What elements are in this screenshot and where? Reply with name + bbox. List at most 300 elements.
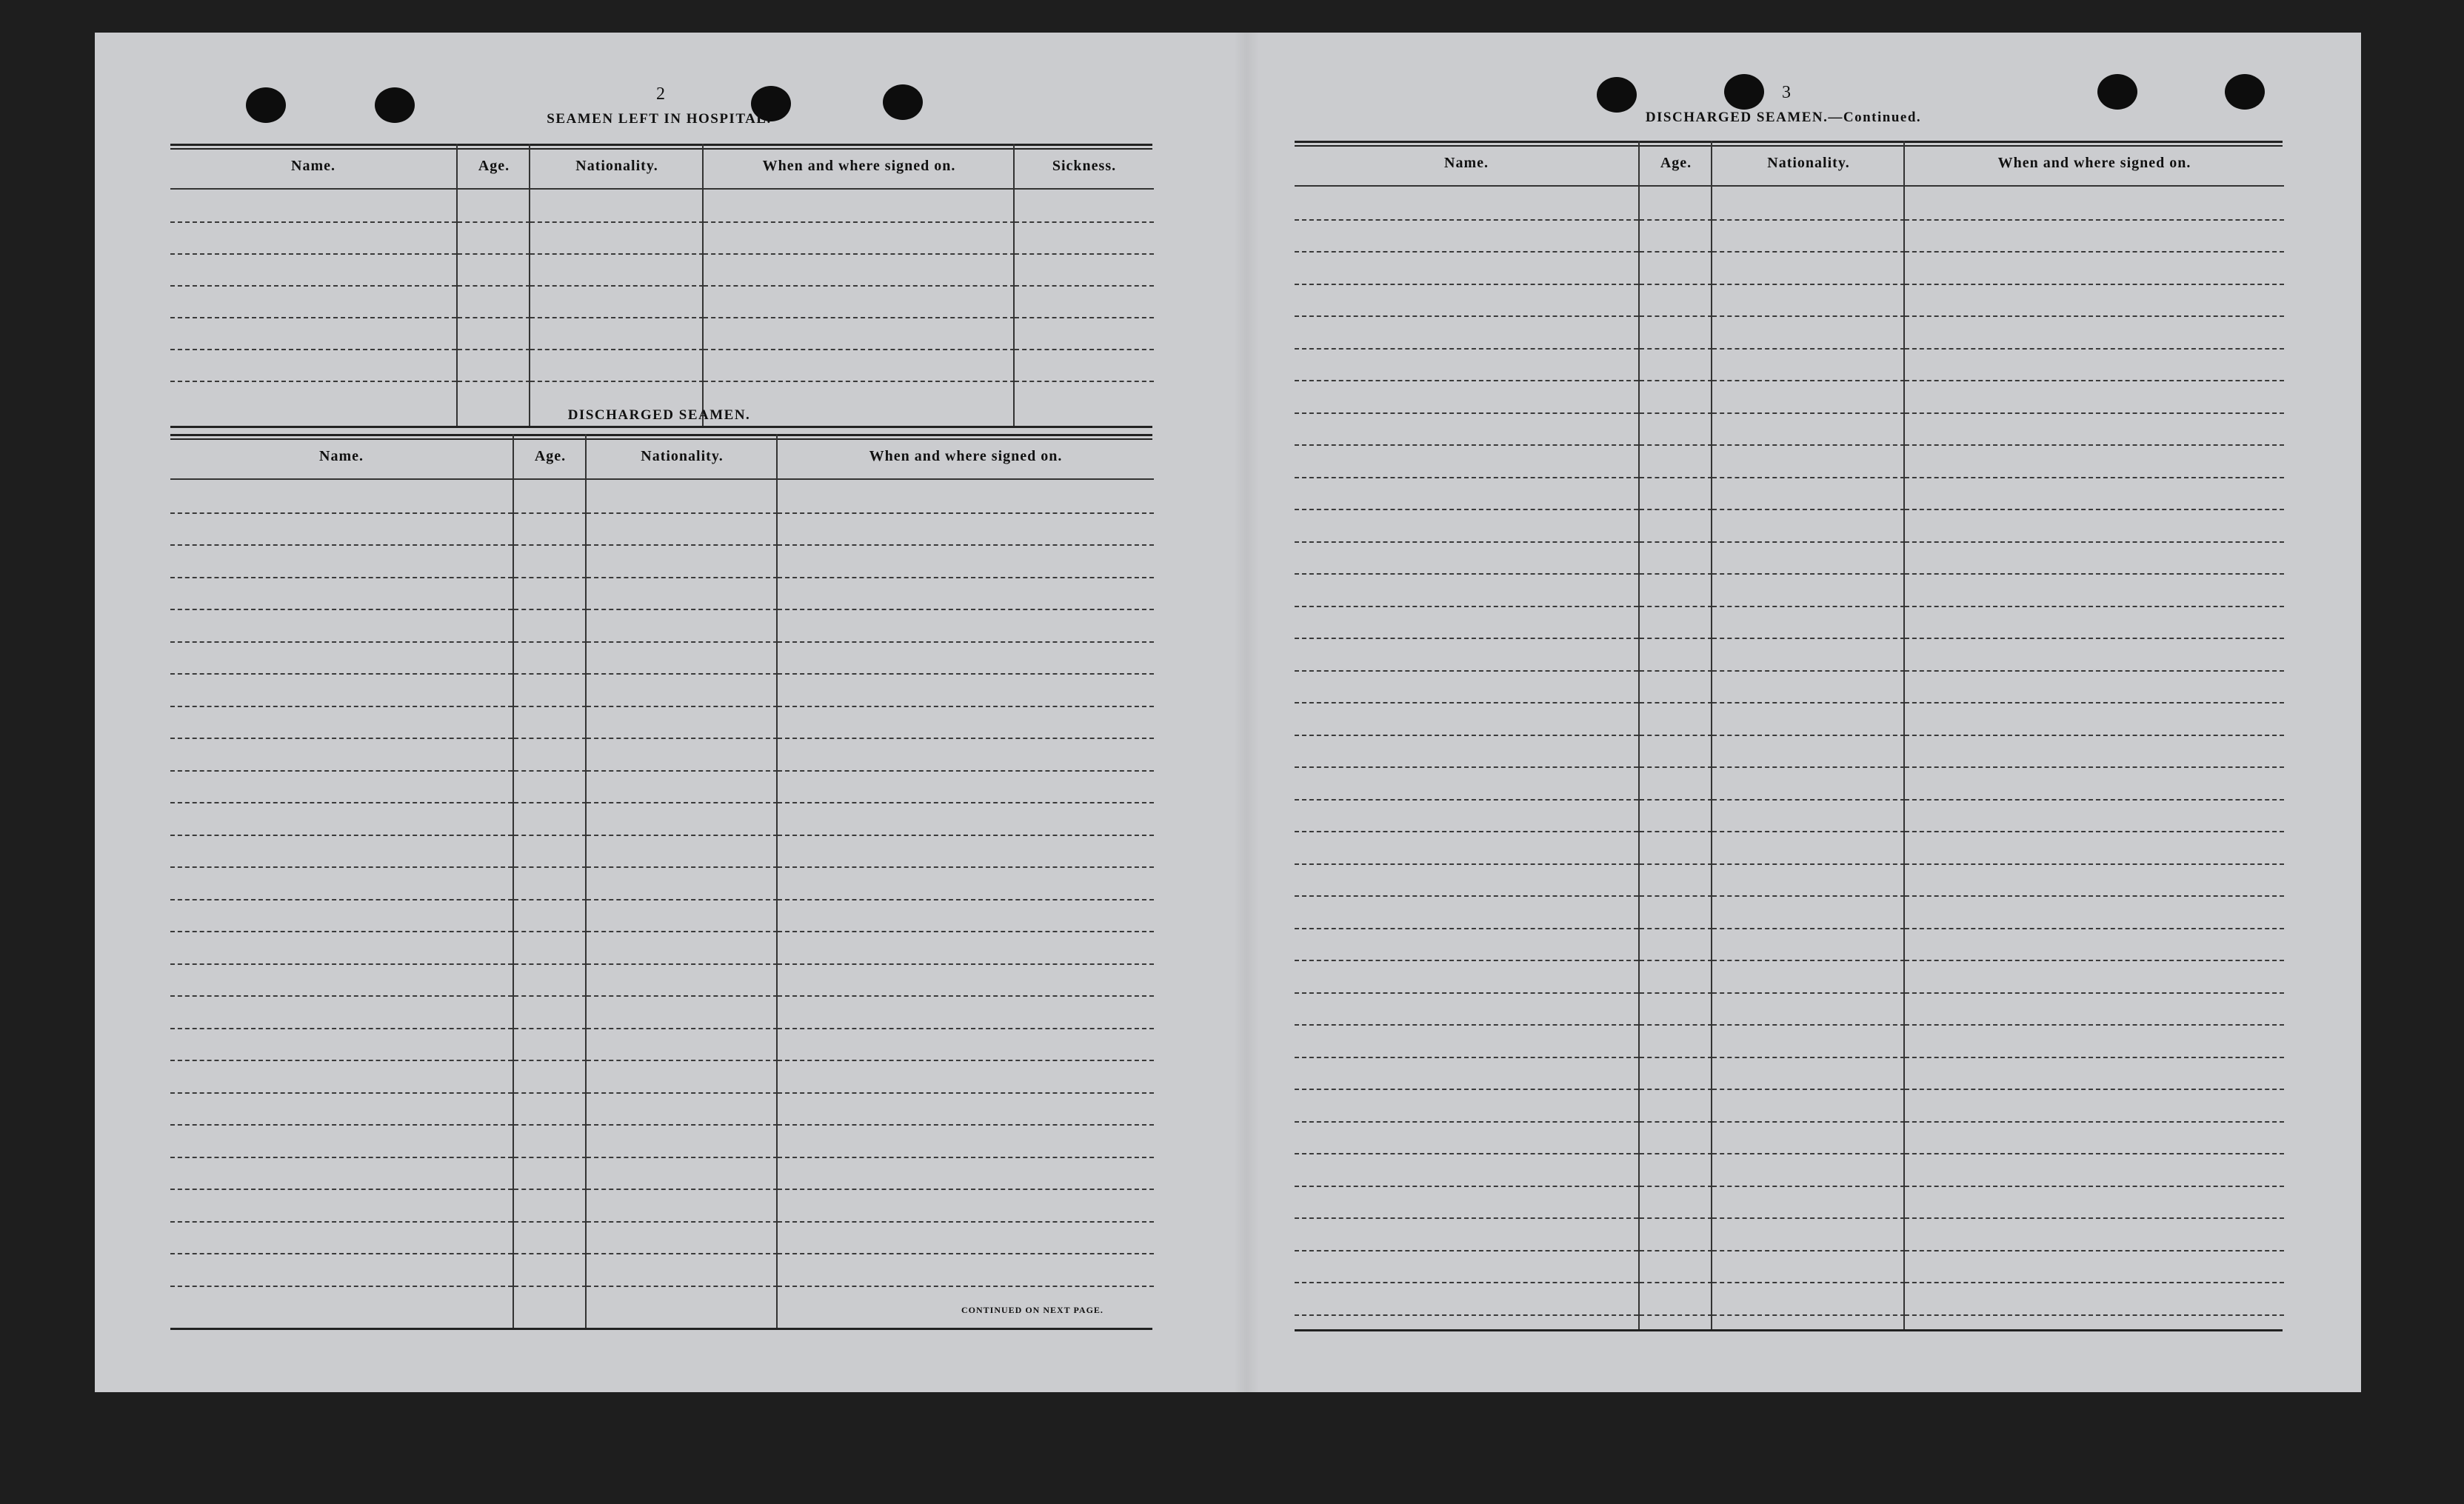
entry-line[interactable] (170, 835, 513, 836)
entry-line[interactable] (587, 899, 778, 900)
entry-line[interactable] (170, 544, 513, 546)
entry-line[interactable] (1712, 477, 1905, 478)
entry-line[interactable] (587, 835, 778, 836)
entry-line[interactable] (1640, 1217, 1712, 1219)
entry-line[interactable] (1640, 1153, 1712, 1154)
entry-line[interactable] (1905, 638, 2284, 639)
entry-line[interactable] (1640, 573, 1712, 575)
entry-line[interactable] (170, 512, 513, 514)
entry-line[interactable] (1295, 1314, 1638, 1316)
column-age (456, 144, 530, 428)
entry-line[interactable] (1640, 1186, 1712, 1187)
entry-line[interactable] (1712, 1186, 1905, 1187)
entry-line[interactable] (1712, 284, 1905, 285)
entry-line[interactable] (1295, 284, 1638, 285)
entry-line[interactable] (587, 1124, 778, 1126)
entry-line[interactable] (1905, 412, 2284, 414)
entry-line[interactable] (514, 609, 587, 610)
entry-line[interactable] (1640, 670, 1712, 672)
entry-line[interactable] (587, 866, 778, 868)
entry-line[interactable] (1712, 219, 1905, 221)
entry-line[interactable] (1640, 1314, 1712, 1316)
entry-line[interactable] (1640, 1057, 1712, 1058)
entry-line[interactable] (1295, 766, 1638, 768)
entry-line[interactable] (1295, 315, 1638, 317)
column-when-and-where-signed-on (1903, 141, 2284, 1331)
entry-line[interactable] (1905, 992, 2284, 994)
entry-line[interactable] (514, 1253, 587, 1254)
entry-line[interactable] (1640, 251, 1712, 253)
entry-line[interactable] (1640, 284, 1712, 285)
entry-line[interactable] (530, 381, 704, 382)
entry-line[interactable] (1905, 509, 2284, 510)
entry-line[interactable] (1712, 928, 1905, 929)
entry-line[interactable] (1295, 735, 1638, 736)
entry-line[interactable] (1640, 1250, 1712, 1251)
entry-line[interactable] (1712, 251, 1905, 253)
entry-line[interactable] (778, 835, 1154, 836)
entry-line[interactable] (1295, 1121, 1638, 1123)
entry-line[interactable] (1712, 863, 1905, 865)
column-header: When and where signed on. (778, 434, 1154, 480)
entry-line[interactable] (514, 1189, 587, 1190)
entry-line[interactable] (778, 802, 1154, 803)
entry-line[interactable] (1712, 1217, 1905, 1219)
entry-line[interactable] (1015, 317, 1154, 318)
entry-line[interactable] (587, 1189, 778, 1190)
entry-line[interactable] (1712, 541, 1905, 543)
entry-line[interactable] (1712, 1057, 1905, 1058)
entry-line[interactable] (514, 963, 587, 965)
entry-line[interactable] (1295, 1282, 1638, 1283)
entry-line[interactable] (1712, 1314, 1905, 1316)
entry-line[interactable] (1295, 831, 1638, 832)
entry-line[interactable] (587, 673, 778, 675)
entry-line[interactable] (1905, 799, 2284, 801)
entry-line[interactable] (1640, 638, 1712, 639)
entry-line[interactable] (1905, 895, 2284, 897)
entry-line[interactable] (170, 866, 513, 868)
entry-line[interactable] (1712, 1250, 1905, 1251)
entry-line[interactable] (1295, 1057, 1638, 1058)
entry-line[interactable] (458, 381, 530, 382)
entry-line[interactable] (1905, 348, 2284, 350)
entry-line[interactable] (170, 1221, 513, 1223)
entry-line[interactable] (778, 577, 1154, 578)
ruled-rows (170, 190, 456, 428)
entry-line[interactable] (1712, 766, 1905, 768)
entry-line[interactable] (778, 738, 1154, 739)
entry-line[interactable] (778, 770, 1154, 772)
entry-line[interactable] (1640, 702, 1712, 703)
entry-line[interactable] (704, 285, 1015, 287)
entry-line[interactable] (587, 1253, 778, 1254)
hospital-section-title: SEAMEN LEFT IN HOSPITAL. (547, 111, 772, 127)
entry-line[interactable] (514, 899, 587, 900)
entry-line[interactable] (1905, 1121, 2284, 1123)
entry-line[interactable] (704, 381, 1015, 382)
entry-line[interactable] (1905, 1024, 2284, 1026)
column-when-and-where-signed-on (702, 144, 1015, 428)
entry-line[interactable] (587, 641, 778, 643)
entry-line[interactable] (170, 1253, 513, 1254)
entry-line[interactable] (1640, 799, 1712, 801)
entry-line[interactable] (1295, 348, 1638, 350)
entry-line[interactable] (587, 577, 778, 578)
entry-line[interactable] (514, 1092, 587, 1094)
entry-line[interactable] (1295, 702, 1638, 703)
entry-line[interactable] (170, 802, 513, 803)
entry-line[interactable] (1295, 477, 1638, 478)
ruled-rows (1905, 187, 2284, 1331)
entry-line[interactable] (1295, 1089, 1638, 1090)
entry-line[interactable] (778, 1157, 1154, 1158)
entry-line[interactable] (1640, 928, 1712, 929)
entry-line[interactable] (530, 285, 704, 287)
entry-line[interactable] (1712, 895, 1905, 897)
column-header: Nationality. (587, 434, 778, 480)
entry-line[interactable] (170, 1286, 513, 1287)
continued-section-title: DISCHARGED SEAMEN.—Continued. (1645, 110, 1922, 125)
entry-line[interactable] (1712, 992, 1905, 994)
entry-line[interactable] (1905, 928, 2284, 929)
entry-line[interactable] (1015, 381, 1154, 382)
entry-line[interactable] (1640, 1089, 1712, 1090)
entry-line[interactable] (1640, 831, 1712, 832)
column-name (170, 434, 513, 1330)
entry-line[interactable] (778, 544, 1154, 546)
entry-line[interactable] (458, 221, 530, 223)
entry-line[interactable] (1905, 1089, 2284, 1090)
entry-line[interactable] (514, 931, 587, 932)
ruled-rows (1295, 187, 1638, 1331)
entry-line[interactable] (1295, 541, 1638, 543)
column-header: Name. (170, 434, 513, 480)
entry-line[interactable] (704, 317, 1015, 318)
entry-line[interactable] (1712, 380, 1905, 381)
entry-line[interactable] (587, 738, 778, 739)
entry-line[interactable] (1640, 380, 1712, 381)
entry-line[interactable] (1640, 444, 1712, 446)
ruled-rows (704, 190, 1015, 428)
entry-line[interactable] (514, 641, 587, 643)
entry-line[interactable] (778, 1253, 1154, 1254)
entry-line[interactable] (1640, 895, 1712, 897)
entry-line[interactable] (458, 285, 530, 287)
entry-line[interactable] (704, 253, 1015, 255)
table-bottom-rule (170, 426, 1152, 428)
entry-line[interactable] (587, 995, 778, 997)
entry-line[interactable] (170, 641, 513, 643)
entry-line[interactable] (530, 221, 704, 223)
entry-line[interactable] (1295, 670, 1638, 672)
entry-line[interactable] (514, 1221, 587, 1223)
entry-line[interactable] (514, 673, 587, 675)
ruled-rows (530, 190, 704, 428)
entry-line[interactable] (1295, 573, 1638, 575)
entry-line[interactable] (1295, 638, 1638, 639)
entry-line[interactable] (1295, 1217, 1638, 1219)
entry-line[interactable] (1905, 831, 2284, 832)
entry-line[interactable] (1712, 1089, 1905, 1090)
entry-line[interactable] (1015, 285, 1154, 287)
entry-line[interactable] (587, 609, 778, 610)
entry-line[interactable] (1640, 541, 1712, 543)
entry-line[interactable] (170, 577, 513, 578)
entry-line[interactable] (1640, 1121, 1712, 1123)
entry-line[interactable] (1295, 412, 1638, 414)
entry-line[interactable] (170, 1189, 513, 1190)
entry-line[interactable] (1295, 928, 1638, 929)
entry-line[interactable] (170, 1028, 513, 1029)
entry-line[interactable] (514, 738, 587, 739)
entry-line[interactable] (1905, 735, 2284, 736)
table-bottom-rule (170, 1328, 1152, 1330)
entry-line[interactable] (170, 253, 456, 255)
entry-line[interactable] (1905, 444, 2284, 446)
entry-line[interactable] (1905, 251, 2284, 253)
entry-line[interactable] (1640, 412, 1712, 414)
entry-line[interactable] (1640, 315, 1712, 317)
entry-line[interactable] (170, 963, 513, 965)
entry-line[interactable] (514, 1060, 587, 1061)
entry-line[interactable] (1712, 670, 1905, 672)
entry-line[interactable] (587, 931, 778, 932)
entry-line[interactable] (170, 221, 456, 223)
continued-table (1295, 141, 2283, 1331)
column-header: When and where signed on. (704, 144, 1015, 190)
entry-line[interactable] (1640, 219, 1712, 221)
entry-line[interactable] (1295, 1153, 1638, 1154)
entry-line[interactable] (1905, 1186, 2284, 1187)
entry-line[interactable] (778, 641, 1154, 643)
center-fold (1234, 33, 1259, 1392)
entry-line[interactable] (514, 835, 587, 836)
entry-line[interactable] (530, 317, 704, 318)
entry-line[interactable] (587, 802, 778, 803)
column-sickness (1013, 144, 1154, 428)
column-when-and-where-signed-on (776, 434, 1154, 1330)
entry-line[interactable] (1295, 251, 1638, 253)
entry-line[interactable] (1295, 960, 1638, 961)
entry-line[interactable] (1905, 702, 2284, 703)
entry-line[interactable] (1712, 606, 1905, 607)
entry-line[interactable] (514, 1157, 587, 1158)
entry-line[interactable] (778, 1221, 1154, 1223)
entry-line[interactable] (170, 1124, 513, 1126)
entry-line[interactable] (1295, 1024, 1638, 1026)
entry-line[interactable] (1295, 606, 1638, 607)
entry-line[interactable] (1640, 766, 1712, 768)
entry-line[interactable] (587, 1028, 778, 1029)
entry-line[interactable] (170, 770, 513, 772)
entry-line[interactable] (1295, 863, 1638, 865)
column-nationality (585, 434, 778, 1330)
entry-line[interactable] (778, 899, 1154, 900)
entry-line[interactable] (514, 995, 587, 997)
entry-line[interactable] (170, 317, 456, 318)
entry-line[interactable] (1712, 573, 1905, 575)
entry-line[interactable] (1015, 221, 1154, 223)
entry-line[interactable] (1905, 315, 2284, 317)
entry-line[interactable] (1295, 799, 1638, 801)
entry-line[interactable] (1015, 253, 1154, 255)
entry-line[interactable] (1640, 348, 1712, 350)
entry-line[interactable] (170, 899, 513, 900)
entry-line[interactable] (1712, 1024, 1905, 1026)
entry-line[interactable] (1712, 1153, 1905, 1154)
entry-line[interactable] (778, 609, 1154, 610)
column-header: Age. (1640, 141, 1712, 187)
entry-line[interactable] (1712, 799, 1905, 801)
entry-line[interactable] (1905, 863, 2284, 865)
entry-line[interactable] (1640, 863, 1712, 865)
entry-line[interactable] (778, 673, 1154, 675)
entry-line[interactable] (1640, 477, 1712, 478)
entry-line[interactable] (778, 1286, 1154, 1287)
column-name (170, 144, 456, 428)
entry-line[interactable] (1640, 960, 1712, 961)
discharged-section-title: DISCHARGED SEAMEN. (567, 407, 751, 423)
entry-line[interactable] (778, 1124, 1154, 1126)
entry-line[interactable] (778, 706, 1154, 707)
entry-line[interactable] (170, 1060, 513, 1061)
entry-line[interactable] (170, 673, 513, 675)
entry-line[interactable] (170, 349, 456, 350)
entry-line[interactable] (514, 770, 587, 772)
entry-line[interactable] (1712, 348, 1905, 350)
entry-line[interactable] (1295, 444, 1638, 446)
entry-line[interactable] (587, 706, 778, 707)
entry-line[interactable] (170, 381, 456, 382)
punch-hole (246, 87, 286, 123)
entry-line[interactable] (1295, 1186, 1638, 1187)
entry-line[interactable] (704, 349, 1015, 350)
entry-line[interactable] (1712, 412, 1905, 414)
entry-line[interactable] (1905, 960, 2284, 961)
entry-line[interactable] (514, 1028, 587, 1029)
entry-line[interactable] (1295, 1250, 1638, 1251)
ruled-rows (1640, 187, 1712, 1331)
entry-line[interactable] (170, 609, 513, 610)
entry-line[interactable] (458, 317, 530, 318)
entry-line[interactable] (587, 1221, 778, 1223)
entry-line[interactable] (1905, 1282, 2284, 1283)
entry-line[interactable] (1905, 1314, 2284, 1316)
entry-line[interactable] (1905, 606, 2284, 607)
entry-line[interactable] (530, 253, 704, 255)
entry-line[interactable] (1905, 573, 2284, 575)
entry-line[interactable] (1712, 509, 1905, 510)
entry-line[interactable] (514, 1124, 587, 1126)
entry-line[interactable] (1905, 1057, 2284, 1058)
entry-line[interactable] (778, 1028, 1154, 1029)
column-age (513, 434, 587, 1330)
entry-line[interactable] (1295, 509, 1638, 510)
entry-line[interactable] (587, 1286, 778, 1287)
entry-line[interactable] (587, 544, 778, 546)
column-header: Name. (1295, 141, 1638, 187)
entry-line[interactable] (458, 253, 530, 255)
entry-line[interactable] (778, 512, 1154, 514)
entry-line[interactable] (1295, 895, 1638, 897)
entry-line[interactable] (1712, 444, 1905, 446)
entry-line[interactable] (170, 738, 513, 739)
entry-line[interactable] (1905, 1153, 2284, 1154)
entry-line[interactable] (1905, 1250, 2284, 1251)
entry-line[interactable] (514, 1286, 587, 1287)
entry-line[interactable] (1712, 702, 1905, 703)
entry-line[interactable] (778, 866, 1154, 868)
entry-line[interactable] (170, 931, 513, 932)
entry-line[interactable] (1712, 1121, 1905, 1123)
entry-line[interactable] (1015, 349, 1154, 350)
entry-line[interactable] (1905, 477, 2284, 478)
entry-line[interactable] (1905, 670, 2284, 672)
entry-line[interactable] (1712, 1282, 1905, 1283)
entry-line[interactable] (587, 1060, 778, 1061)
entry-line[interactable] (170, 285, 456, 287)
entry-line[interactable] (170, 1157, 513, 1158)
entry-line[interactable] (1295, 380, 1638, 381)
entry-line[interactable] (778, 1060, 1154, 1061)
entry-line[interactable] (170, 706, 513, 707)
entry-line[interactable] (514, 544, 587, 546)
entry-line[interactable] (778, 1092, 1154, 1094)
entry-line[interactable] (587, 1157, 778, 1158)
entry-line[interactable] (778, 963, 1154, 965)
entry-line[interactable] (1712, 638, 1905, 639)
ruled-rows (587, 480, 778, 1330)
entry-line[interactable] (587, 770, 778, 772)
entry-line[interactable] (458, 349, 530, 350)
entry-line[interactable] (1712, 831, 1905, 832)
entry-line[interactable] (1295, 992, 1638, 994)
entry-line[interactable] (778, 1189, 1154, 1190)
entry-line[interactable] (170, 1092, 513, 1094)
entry-line[interactable] (1640, 1024, 1712, 1026)
entry-line[interactable] (704, 221, 1015, 223)
entry-line[interactable] (1905, 1217, 2284, 1219)
entry-line[interactable] (514, 866, 587, 868)
entry-line[interactable] (1295, 219, 1638, 221)
entry-line[interactable] (514, 802, 587, 803)
entry-line[interactable] (170, 995, 513, 997)
entry-line[interactable] (587, 963, 778, 965)
entry-line[interactable] (1905, 766, 2284, 768)
entry-line[interactable] (1905, 284, 2284, 285)
entry-line[interactable] (778, 931, 1154, 932)
entry-line[interactable] (1712, 315, 1905, 317)
entry-line[interactable] (1712, 735, 1905, 736)
entry-line[interactable] (778, 995, 1154, 997)
entry-line[interactable] (514, 512, 587, 514)
entry-line[interactable] (1640, 509, 1712, 510)
entry-line[interactable] (530, 349, 704, 350)
entry-line[interactable] (1712, 960, 1905, 961)
entry-line[interactable] (1905, 380, 2284, 381)
entry-line[interactable] (514, 577, 587, 578)
entry-line[interactable] (514, 706, 587, 707)
entry-line[interactable] (1640, 1282, 1712, 1283)
entry-line[interactable] (587, 1092, 778, 1094)
entry-line[interactable] (1905, 219, 2284, 221)
entry-line[interactable] (1905, 541, 2284, 543)
entry-line[interactable] (1640, 735, 1712, 736)
entry-line[interactable] (1640, 606, 1712, 607)
entry-line[interactable] (1640, 992, 1712, 994)
entry-line[interactable] (587, 512, 778, 514)
